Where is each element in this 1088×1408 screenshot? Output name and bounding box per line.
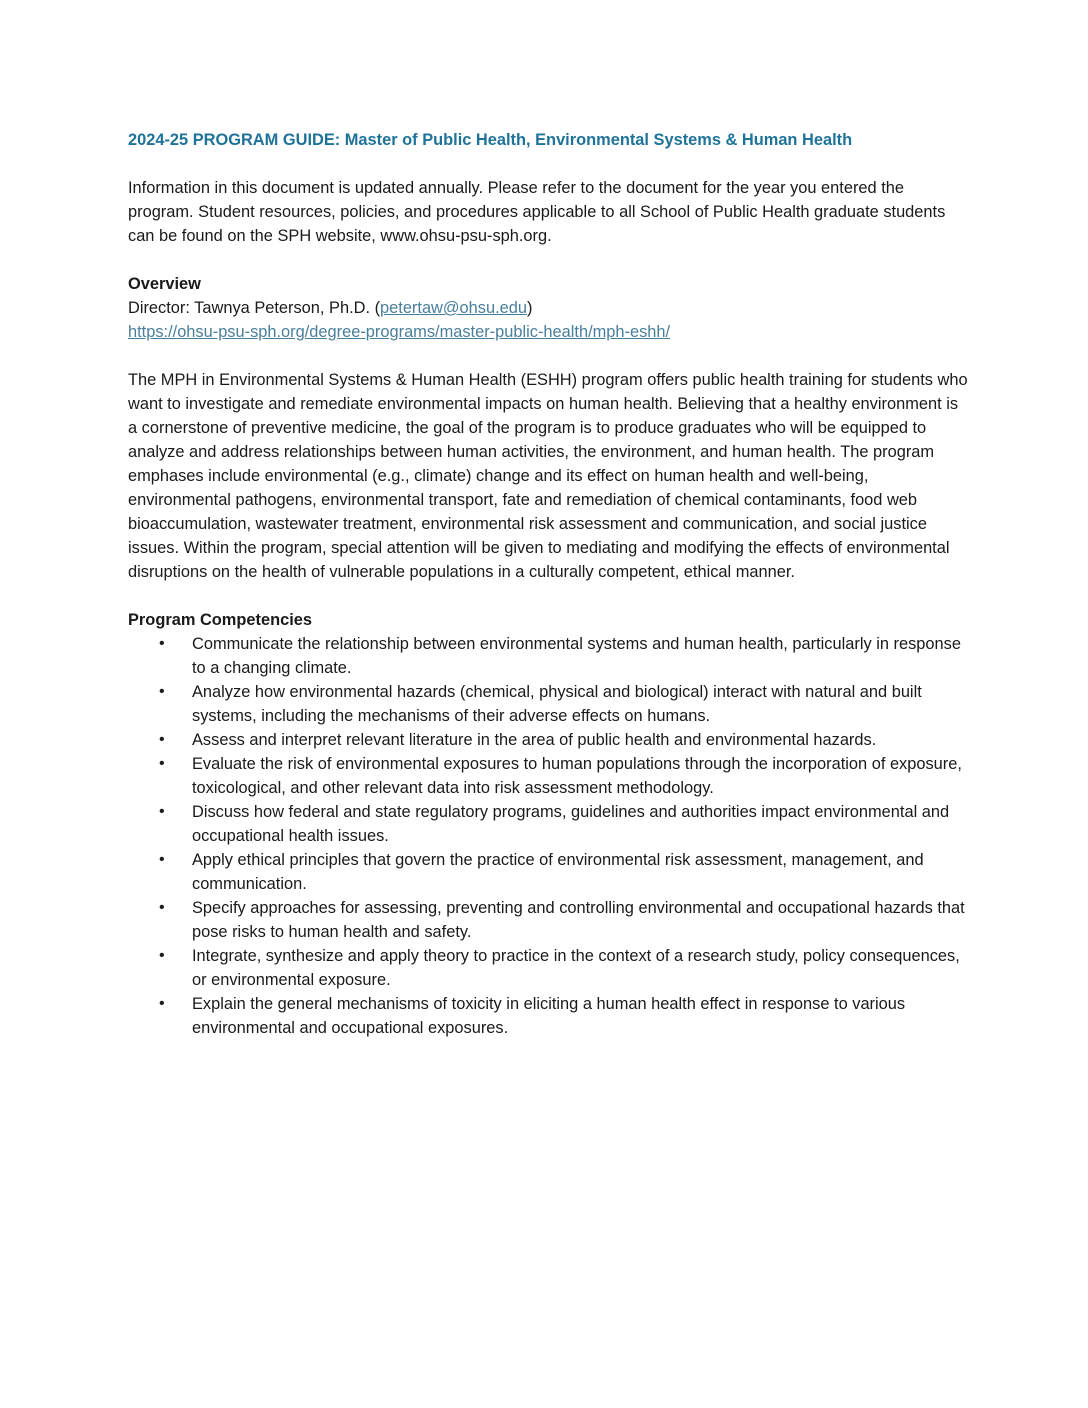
- program-link-line: [128, 320, 968, 344]
- overview-heading: Overview: [128, 275, 201, 293]
- bullet-icon: •: [159, 899, 165, 916]
- bullet-icon: •: [159, 731, 165, 748]
- bullet-icon: •: [159, 635, 165, 652]
- program-url-link[interactable]: https://ohsu-psu-sph.org/degree-programs/master-public-health/mph-eshh/: [128, 323, 671, 341]
- list-item: [128, 800, 968, 848]
- director-name: Director: Tawnya Peterson, Ph.D. (: [128, 299, 381, 317]
- bullet-icon: •: [159, 851, 165, 868]
- list-item: [128, 992, 968, 1040]
- list-item: [128, 632, 968, 680]
- competencies-heading: Program Competencies: [128, 611, 312, 629]
- list-item: [128, 680, 968, 728]
- document-page: [128, 128, 968, 1040]
- bullet-icon: •: [159, 755, 165, 772]
- list-item: [128, 752, 968, 800]
- director-line: [128, 296, 968, 320]
- document-title: 2024-25 PROGRAM GUIDE: Master of Public Health, Environmental Systems & Human Health: [128, 131, 853, 149]
- list-item: [128, 896, 968, 944]
- director-email-link[interactable]: petertaw@ohsu.edu: [380, 299, 527, 317]
- bullet-icon: •: [159, 947, 165, 964]
- intro-paragraph: Information in this document is updated annually. Please refer to the document for the year you entered the program. Student resources, policies, and procedures applicable to all School of Public Health graduate students can be found on the SPH website, www.ohsu-psu-sph.org.: [128, 179, 946, 245]
- competency-text: Explain the general mechanisms of toxicity in eliciting a human health effect in response to various environmental and occupational exposures.: [192, 995, 906, 1037]
- competency-text: Integrate, synthesize and apply theory to practice in the context of a research study, policy consequences, or environmental exposure.: [192, 947, 960, 989]
- bullet-icon: •: [159, 995, 165, 1012]
- overview-section: [128, 272, 968, 344]
- competency-text: Analyze how environmental hazards (chemical, physical and biological) interact with natural and built systems, including the mechanisms of their adverse effects on humans.: [192, 683, 922, 725]
- bullet-icon: •: [159, 803, 165, 820]
- list-item: [128, 848, 968, 896]
- list-item: [128, 944, 968, 992]
- program-description: The MPH in Environmental Systems & Human Health (ESHH) program offers public health training for students who want to investigate and remediate environmental impacts on human health. Believing that a healthy environment is a cornerstone of preventive medicine, the goal of the program is to produce graduates who will be equipped to analyze and address relationships between human activities, the environment, and human health. The program emphases include environmental (e.g., climate) change and its effect on human health and well-being, environmental pathogens, environmental transport, fate and remediation of chemical contaminants, food web bioaccumulation, wastewater treatment, environmental risk assessment and communication, and social justice issues. Within the program, special attention will be given to mediating and modifying the effects of environmental disruptions on the health of vulnerable populations in a culturally competent, ethical manner.: [128, 371, 968, 581]
- competency-text: Communicate the relationship between environmental systems and human health, particularly in response to a changing climate.: [192, 635, 961, 677]
- bullet-icon: •: [159, 683, 165, 700]
- director-suffix: ): [526, 299, 533, 317]
- competencies-list: [128, 632, 968, 1040]
- competency-text: Evaluate the risk of environmental exposures to human populations through the incorporation of exposure, toxicological, and other relevant data into risk assessment methodology.: [192, 755, 962, 797]
- competency-text: Assess and interpret relevant literature in the area of public health and environmental hazards.: [192, 731, 877, 749]
- competency-text: Specify approaches for assessing, preventing and controlling environmental and occupational hazards that pose risks to human health and safety.: [192, 899, 965, 941]
- competency-text: Apply ethical principles that govern the practice of environmental risk assessment, management, and communication.: [192, 851, 924, 893]
- competency-text: Discuss how federal and state regulatory programs, guidelines and authorities impact environmental and occupational health issues.: [192, 803, 950, 845]
- list-item: [128, 728, 968, 752]
